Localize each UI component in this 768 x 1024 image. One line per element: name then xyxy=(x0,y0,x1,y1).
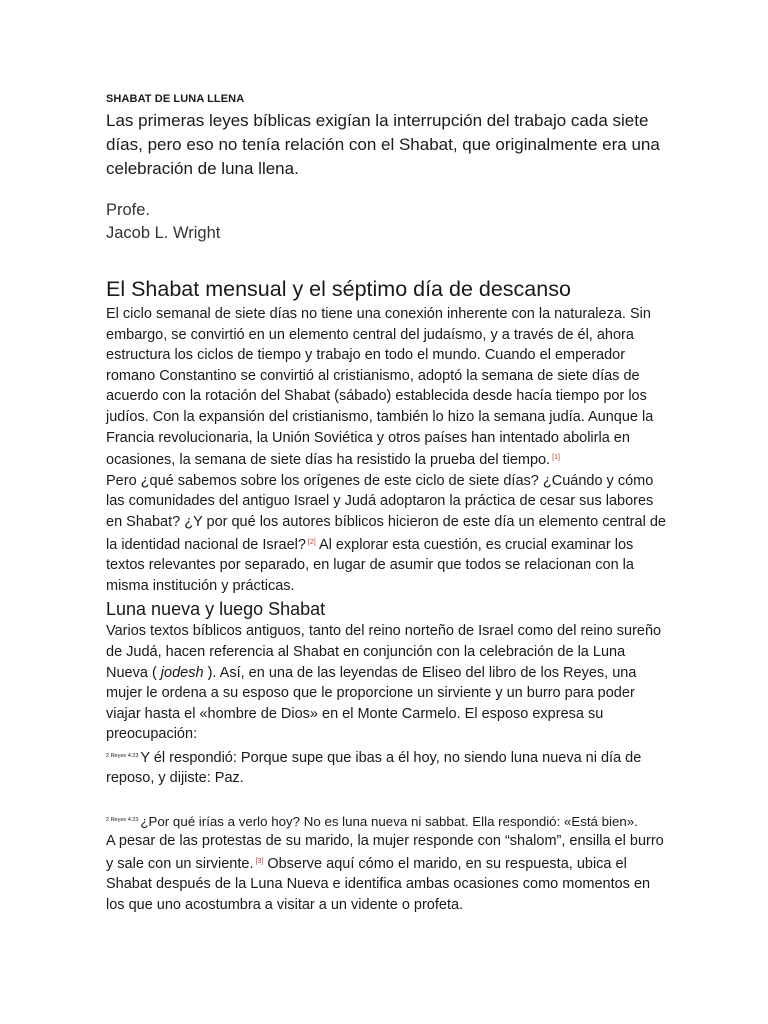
article-kicker: SHABAT DE LUNA LLENA xyxy=(106,93,245,105)
paragraph-text: A pesar de las protestas de su marido, la mujer responde con “shalom”, ensilla el burro y sale con un sirviente. xyxy=(106,833,664,872)
verse-reference: 2 Reyes 4:23 xyxy=(106,817,139,824)
footnote-ref-1[interactable]: [1] xyxy=(552,454,560,462)
section-heading-shabat-mensual: El Shabat mensual y el séptimo día de descanso xyxy=(106,277,571,301)
bible-verse xyxy=(106,811,666,831)
paragraph-text: Varios textos bíblicos antiguos, tanto del reino norteño de Israel como del reino sureño de Judá, hacen referencia al Shabat en conjunción con la celebración de la Luna Nueva ( xyxy=(106,623,662,681)
footnote-ref-3[interactable]: [3] xyxy=(255,857,264,865)
paragraph-text: Observe aquí cómo el marido, en su respuesta, ubica el Shabat después de la Luna Nueva e identifica ambas ocasiones como momentos en los que uno acostumbra a visitar a un vidente o profeta. xyxy=(106,855,651,913)
paragraph-text: Al explorar esta cuestión, es crucial examinar los textos relevantes por separado, en lugar de asumir que todos se relacionan con la misma institución y prácticas. xyxy=(106,536,634,594)
verse-reference: 2 Reyes 4:23 xyxy=(106,752,139,759)
article xyxy=(106,92,666,915)
verse-text: ¿Por qué irías a verlo hoy? No es luna nueva ni sabbat. Ella respondió: «Está bien». xyxy=(140,814,638,830)
paragraph-text: El ciclo semanal de siete días no tiene una conexión inherente con la naturaleza. Sin embargo, se convirtió en un elemento central del judaísmo, y a través de él, ahora estructura los ciclos de tiempo y trabajo en todo el mundo. Cuando el emperador romano Constantino se convirtió al cristianismo, adoptó la semana de siete días de acuerdo con la rotación del Shabat (sábado) establecida desde hacía tiempo por los judíos. Con la expansión del cristianismo, también lo hizo la semana judía. Aunque la Francia revolucionaria, la Unión Soviética y otros países han intentado abolirla en ocasiones, la semana de siete días ha resistido la prueba del tiempo. xyxy=(106,306,654,469)
footnote-ref-2[interactable]: [2] xyxy=(307,538,316,546)
paragraph xyxy=(106,471,666,597)
article-lead: Las primeras leyes bíblicas exigían la interrupción del trabajo cada siete días, pero eso no tenía relación con el Shabat, que originalmente era una celebración de luna llena. xyxy=(106,111,660,178)
verse-text: Y él respondió: Porque supe que ibas a él hoy, no siendo luna nueva ni día de reposo, y dijiste: Paz. xyxy=(106,749,642,787)
paragraph-text: ). Así, en una de las leyendas de Eliseo del libro de los Reyes, una mujer le ordena a su esposo que le proporcione un sirviente y un burro para poder viajar hasta el «hombre de Dios» en el Monte Carmelo. El esposo expresa su preocupación: xyxy=(106,664,637,743)
hebrew-term: jodesh xyxy=(156,664,204,681)
author-byline xyxy=(106,199,666,245)
bible-verse xyxy=(106,746,666,789)
paragraph xyxy=(106,304,666,471)
author-name: Jacob L. Wright xyxy=(106,224,221,242)
section-heading-luna-nueva: Luna nueva y luego Shabat xyxy=(106,599,326,620)
paragraph xyxy=(106,831,666,915)
paragraph-text: Pero ¿qué sabemos sobre los orígenes de este ciclo de siete días? ¿Cuándo y cómo las comunidades del antiguo Israel y Judá adoptaron la práctica de cesar sus labores en Shabat? ¿Y por qué los autores bíblicos hicieron de este día un elemento central de la identidad nacional de Israel? xyxy=(106,472,666,553)
author-title: Profe. xyxy=(106,201,151,219)
paragraph xyxy=(106,621,666,745)
